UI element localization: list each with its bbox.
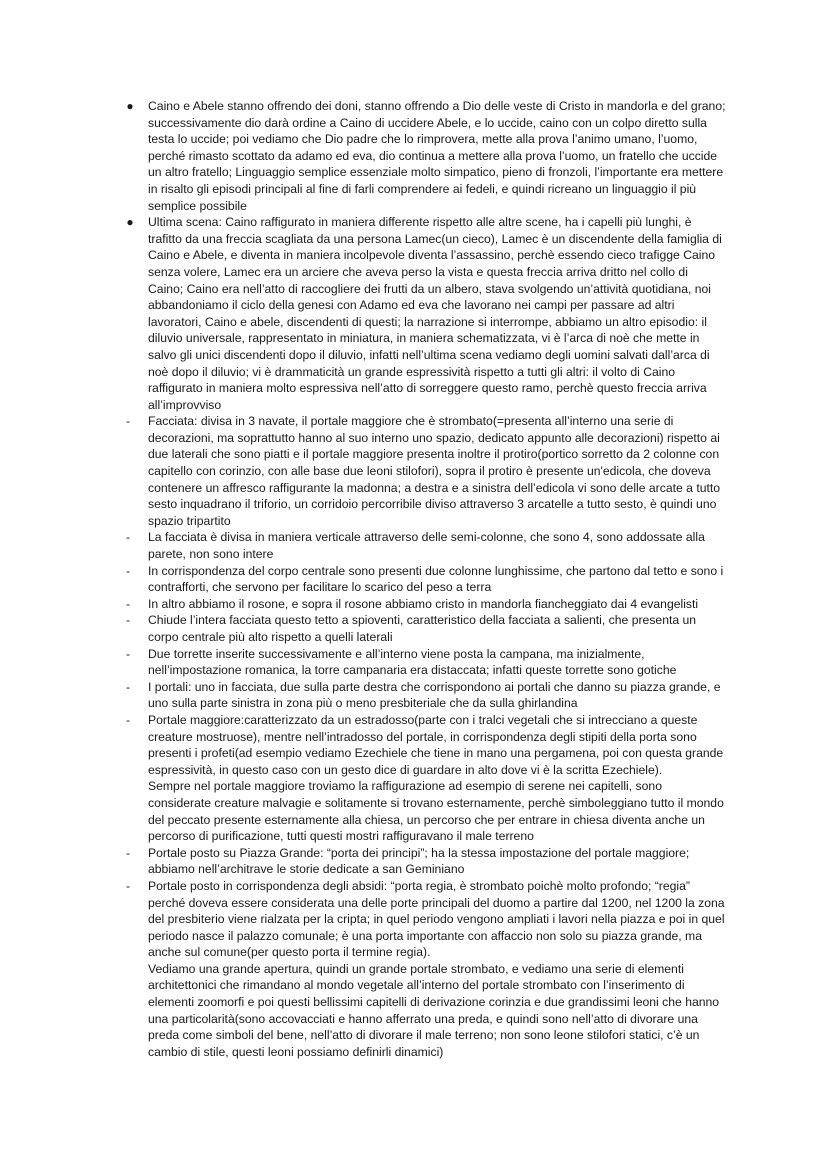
list-item-text: I portali: uno in facciata, due sulla parte destra che corrispondono ai portali che danno su piazza grande, e uno sulla parte sinistra in zona più o meno presbiteriale che da sulla ghirlandina bbox=[148, 679, 721, 711]
list-item-text: Ultima scena: Caino raffigurato in maniera differente rispetto alle altre scene, ha i capelli più lunghi, è trafitto da una freccia scagliata da una persona Lamec(un cieco), Lamec è un discendente della famiglia di Caino e Abele, e diventa in maniera incolpevole diventa l’assassino, perchè essendo cieco trafigge Caino senza volere, Lamec era un arciere che aveva perso la vista e questa freccia arriva dritto nel collo di Caino; Caino era nell’atto di raccogliere dei frutti da un albero, stava svolgendo un’attività quotidiana, noi abbandoniamo il ciclo della genesi con Adamo ed eva che lavorano nei campi per passare ad altri lavoratori, Caino e abele, discendenti di questi; la narrazione si interrompe, abbiamo un altro episodio: il diluvio universale, rappresentato in miniatura, in maniera schematizzata, vi è l’arca di noè che mette in salvo gli unici discendenti dopo il diluvio, infatti nell’ultima scena vediamo degli uomini salvati dall’arca di noè dopo il diluvio; vi è drammaticità un grande espressività rispetto a tutti gli altri: il volto di Caino raffigurato in maniera molto espressiva nell’atto di sorreggere questo ramo, perchè questo freccia arriva all’improvviso bbox=[148, 215, 722, 412]
dash-marker: - bbox=[125, 596, 131, 611]
dash-marker: - bbox=[125, 613, 131, 628]
list-item-text: Due torrette inserite successivamente e all’interno viene posta la campana, ma inizialmente, nell’impostazione romanica, la torre campanaria era distaccata; infatti queste torrette sono gotiche bbox=[148, 646, 677, 678]
dash-marker: - bbox=[125, 563, 131, 578]
dash-marker: - bbox=[125, 845, 131, 860]
dash-marker: - bbox=[125, 878, 131, 893]
list-item bbox=[126, 214, 726, 413]
notes-list bbox=[125, 98, 726, 1060]
list-item-text: In corrispondenza del corpo centrale sono presenti due colonne lunghissime, che partono dal tetto e sono i contrafforti, che servono per facilitare lo scarico del peso a terra bbox=[148, 563, 724, 595]
dash-marker: - bbox=[125, 646, 131, 661]
list-item-text: La facciata è divisa in maniera verticale attraverso delle semi-colonne, che sono 4, sono addossate alla parete, non sono intere bbox=[148, 530, 705, 562]
list-item bbox=[126, 98, 726, 214]
list-item bbox=[125, 845, 726, 878]
list-item bbox=[125, 712, 726, 845]
list-item bbox=[125, 878, 726, 1061]
list-item bbox=[125, 413, 726, 529]
bullet-marker: ● bbox=[126, 215, 134, 230]
bullet-marker: ● bbox=[126, 99, 134, 113]
list-item bbox=[125, 612, 726, 645]
list-item-text: Vediamo una grande apertura, quindi un grande portale strombato, e vediamo una serie di elementi architettonici che rimandano al mondo vegetale all’interno del portale strombato con l’inserimento di elementi zoomorfi e poi questi bellissimi capitelli di derivazione corinzia e due grandissimi leoni che hanno una particolarità(sono accovacciati e hanno afferrato una preda, e quindi sono nell’atto di divorare una preda come simboli del bene, nell’atto di divorare il male terreno; non sono leone stilofori statici, c’è un cambio di stile, questi leoni possiamo definirli dinamici) bbox=[148, 961, 720, 1059]
list-item-text: Portale posto in corrispondenza degli absidi: “porta regia, è strombato poichè molto profondo; “regia” perché doveva essere considerata una delle porte principali del duomo a partire dal 1200, nel 1200 la zona del presbiterio viene rialzata per la cripta; in quel periodo vengono ampliati i lavori nella piazza e poi in quel periodo nasce il palazzo comunale; è una porta importante con affaccio non solo su piazza grande, ma anche sul comune(per questo porta il termine regia). bbox=[148, 878, 725, 960]
list-item-text: In altro abbiamo il rosone, e sopra il rosone abbiamo cristo in mandorla fiancheggiato dai 4 evangelisti bbox=[148, 596, 699, 611]
list-item-text: Portale posto su Piazza Grande: “porta dei principi”; ha la stessa impostazione del portale maggiore; abbiamo nell’architrave le storie dedicate a san Geminiano bbox=[148, 845, 690, 877]
dash-marker: - bbox=[125, 712, 131, 727]
list-item bbox=[125, 646, 726, 679]
dash-marker: - bbox=[125, 530, 131, 545]
list-item-text: Caino e Abele stanno offrendo dei doni, stanno offrendo a Dio delle veste di Cristo in mandorla e del grano; successivamente dio darà ordine a Caino di uccidere Abele, e lo uccide, caino con un colpo diretto sulla testa lo uccide; poi vediamo che Dio padre che lo rimprovera, mette alla prova l’animo umano, l’uomo, perché rimasto scottato da adamo ed eva, dio continua a mettere alla prova l’uomo, un fratello che uccide un altro fratello; Linguaggio semplice essenziale molto simpatico, pieno di fronzoli, l’importante era mettere in risalto gli episodi principali al fine di farli comprendere ai fedeli, e quindi ricreano un linguaggio il più semplice possibile bbox=[148, 99, 726, 213]
dash-marker: - bbox=[125, 414, 131, 429]
dash-marker: - bbox=[125, 679, 131, 694]
list-item-text: Portale maggiore:caratterizzato da un estradosso(parte con i tralci vegetali che si intrecciano a queste creature mostruose), mentre nell’intradosso del portale, in corrispondenza degli stipiti della porta sono presenti i profeti(ad esempio vediamo Ezechiele che tiene in mano una pergamena, poi con questa grande espressività, in questo caso con un gesto dice di guardare in alto dove vi è la scritta Ezechiele). bbox=[148, 712, 724, 777]
list-item-text: Facciata: divisa in 3 navate, il portale maggiore che è strombato(=presenta all’interno una serie di decorazioni, ma soprattutto hanno al suo interno uno spazio, dedicato appunto alle decorazioni) rispetto ai due laterali che sono piatti e il portale maggiore presenta inoltre il protiro(portico sorretto da 2 colonne con capitello con corinzio, con alle base due leoni stilofori), sopra il protiro è presente un'edicola, che doveva contenere un affresco raffigurante la madonna; a destra e a sinistra dell’edicola vi sono delle arcate a tutto sesto inquadrano il triforio, un corridoio percorribile diviso attraverso 3 arcatelle a tutto sesto, è quindi uno spazio tripartito bbox=[148, 414, 721, 528]
list-item bbox=[125, 596, 726, 613]
list-item-text: Sempre nel portale maggiore troviamo la raffigurazione ad esempio di serene nei capitelli, sono considerate creature malvagie e solitamente si trovano esternamente, perchè simboleggiano tutto il mondo del peccato presente esternamente alla chiesa, un percorso che per entrare in chiesa diventa anche un percorso di purificazione, tutti questi mostri raffiguravano il male terreno bbox=[148, 779, 724, 844]
list-item-text: Chiude l’intera facciata questo tetto a spioventi, caratteristico della facciata a salienti, che presenta un corpo centrale più alto rispetto a quelli laterali bbox=[148, 613, 697, 644]
list-item bbox=[125, 563, 726, 596]
list-item bbox=[125, 529, 726, 562]
list-item bbox=[125, 679, 726, 712]
